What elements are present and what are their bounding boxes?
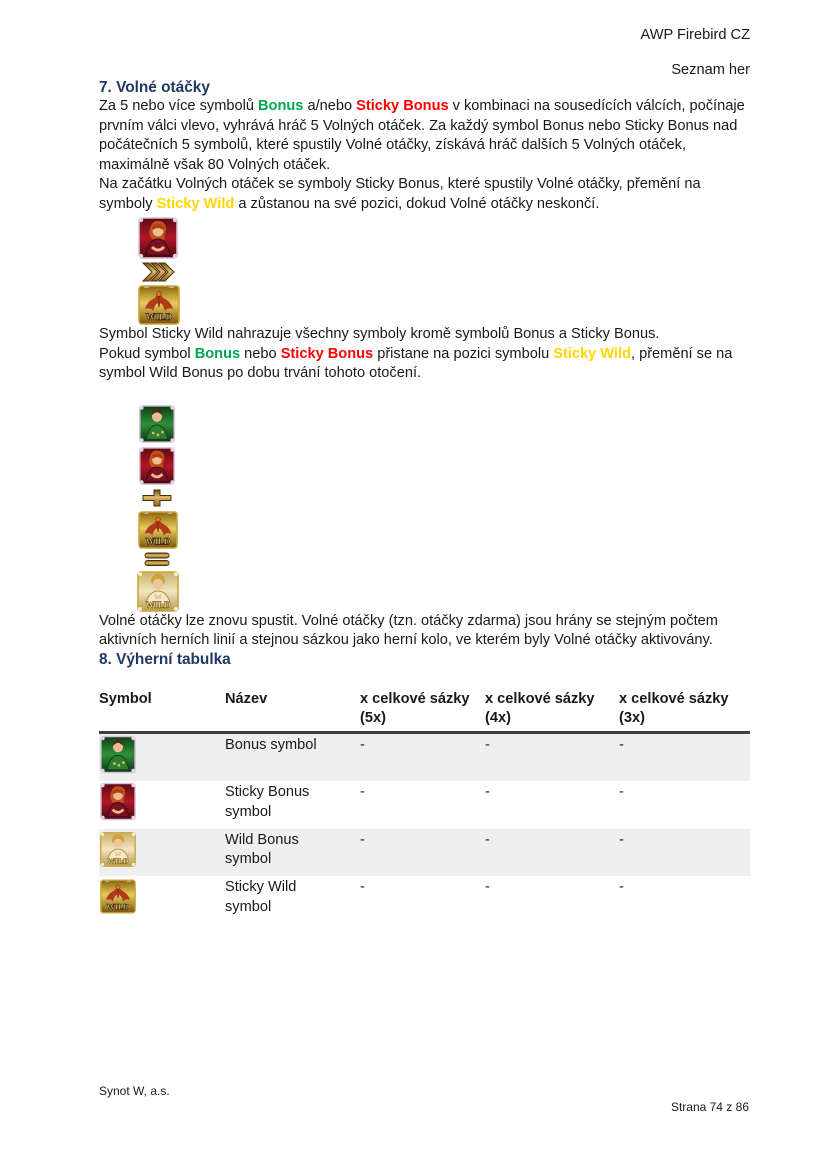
text-run: Volné otáčky lze znovu spustit. Volné otáčky (tzn. otáčky zdarma) jsou hrány se stejným počtem aktivních herních linií a stejnou sázkou jako herní kolo, ve kterém byly Volné otáčky aktivovány. <box>99 612 718 648</box>
wild-label: WILD <box>145 535 171 546</box>
paragraph-wild-substitutes <box>99 325 750 345</box>
sticky-bonus-symbol <box>137 447 177 485</box>
column-header-4x <box>485 688 619 729</box>
value-5x: - <box>360 736 365 753</box>
value-4x: - <box>485 831 490 848</box>
paytable-header-row <box>99 688 750 734</box>
symbol-name: Sticky Bonus symbol <box>225 784 310 820</box>
wild-bonus-symbol <box>100 830 136 869</box>
count-3x-label: (3x) <box>619 710 645 726</box>
column-header-5x <box>360 688 485 729</box>
text-run: a/nebo <box>303 98 357 114</box>
sticky-bonus-symbol <box>138 217 178 259</box>
equals-icon <box>144 552 170 567</box>
bonus-word: Bonus <box>194 345 241 362</box>
text-run: přistane na pozici symbolu <box>373 345 554 362</box>
paragraph-retrigger <box>99 612 750 651</box>
plus-icon <box>142 489 172 507</box>
sticky-bonus-symbol <box>100 782 136 821</box>
value-5x: - <box>360 879 365 895</box>
illustration-wild-bonus-equation <box>137 405 750 612</box>
wild-label: WILD <box>145 313 173 323</box>
count-5x-label: (5x) <box>360 710 386 726</box>
text-run: v kombinaci na sousedících válcích, počínaje prvním válci vlevo, vyhrává hráč 5 Volných otáček. Za každý symbol Bonus nebo Sticky Bonus nad počátečních 5 symbolů, které spustily Volné otáčky, získává hráč dalších 5 Volných otáček, maximálně však 80 Volných otáček. <box>99 98 745 173</box>
table-row <box>99 876 750 924</box>
text-run: , přemění se na symbol Wild Bonus po dobu trvání tohoto otočení. <box>99 345 733 381</box>
value-5x: - <box>360 831 365 848</box>
document-subtitle: Seznam her <box>671 62 750 78</box>
paragraph-free-spins-award <box>99 97 750 175</box>
sticky-wild-symbol <box>137 511 179 549</box>
sticky-wild-symbol <box>138 285 180 325</box>
sticky-bonus-word: Sticky Bonus <box>280 345 374 362</box>
document-title: AWP Firebird CZ <box>640 27 750 43</box>
value-3x: - <box>619 784 624 800</box>
table-row <box>99 781 750 829</box>
wild-label: WILD <box>145 599 171 610</box>
transforms-arrow-icon <box>142 262 175 282</box>
text-run: a zůstanou na své pozici, dokud Volné otáčky neskončí. <box>234 195 600 212</box>
sticky-wild-symbol <box>100 877 136 916</box>
sticky-bonus-word: Sticky Bonus <box>356 98 449 114</box>
illustration-sticky-bonus-to-wild <box>138 217 750 325</box>
value-3x: - <box>619 736 624 753</box>
text-run: Symbol Sticky Wild nahrazuje všechny symboly kromě symbolů Bonus a Sticky Bonus. <box>99 326 660 342</box>
multiplier-label: x celkové sázky <box>619 690 729 707</box>
symbol-name: Bonus symbol <box>225 736 317 753</box>
value-3x: - <box>619 879 624 895</box>
wild-label: WILD <box>106 902 130 912</box>
value-4x: - <box>485 879 490 895</box>
section-8-heading: 8. Výherní tabulka <box>99 650 231 668</box>
multiplier-label: x celkové sázky <box>485 690 595 707</box>
value-5x: - <box>360 784 365 800</box>
bonus-word: Bonus <box>258 98 304 114</box>
table-row <box>99 734 750 782</box>
document-header <box>99 27 750 79</box>
value-3x: - <box>619 831 624 848</box>
section-7-heading: 7. Volné otáčky <box>99 79 210 96</box>
wild-label: WILD <box>107 856 129 866</box>
paragraph-sticky-transform <box>99 175 750 214</box>
value-4x: - <box>485 784 490 800</box>
sticky-wild-word: Sticky Wild <box>156 195 235 212</box>
symbol-name: Sticky Wild symbol <box>225 879 297 915</box>
multiplier-label: x celkové sázky <box>360 690 470 707</box>
count-4x-label: (4x) <box>485 710 511 726</box>
table-row <box>99 829 750 877</box>
text-run: Na začátku Volných otáček se symboly Sticky Bonus, které spustily Volné otáčky, přemění na symboly <box>99 176 701 212</box>
bonus-symbol <box>137 405 177 443</box>
footer-company: Synot W, a.s. <box>99 1084 170 1098</box>
wild-bonus-symbol <box>137 571 179 612</box>
column-header-name: Název <box>225 690 268 707</box>
column-header-3x <box>619 688 750 729</box>
value-4x: - <box>485 736 490 753</box>
text-run: Pokud symbol <box>99 345 195 362</box>
paragraph-wild-bonus-rule <box>99 345 750 384</box>
footer-page-number: Strana 74 z 86 <box>670 1100 749 1114</box>
text-run: nebo <box>240 345 281 362</box>
paytable <box>99 688 750 924</box>
column-header-symbol: Symbol <box>99 690 152 707</box>
text-run: Za 5 nebo více symbolů <box>99 98 258 114</box>
bonus-symbol <box>100 735 136 774</box>
symbol-name: Wild Bonus symbol <box>225 831 299 867</box>
sticky-wild-word: Sticky Wild <box>553 345 631 362</box>
